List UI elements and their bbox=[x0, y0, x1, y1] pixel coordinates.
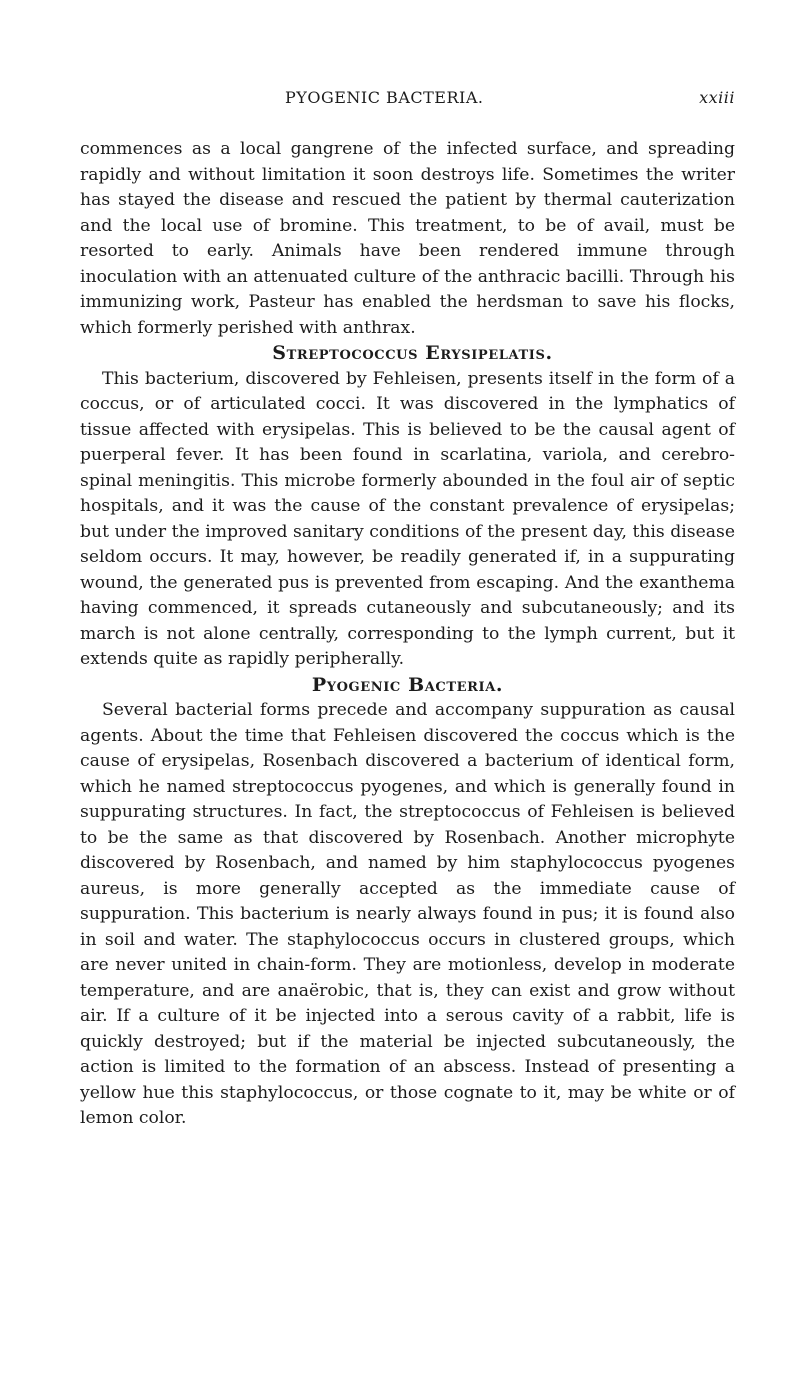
continuation-paragraph: commences as a local gangrene of the infected surface, and spreading rapidly and without limitation it soon destroys life. Sometimes the writer has stayed the disease and rescued the patient by thermal cauterization and the local use of bromine. This treatment, to be of avail, must be resorted to early. Animals have been rendered immune through inoculation with an attenuated culture of the anthracic bacilli. Through his immunizing work, Pasteur has enabled the herdsman to save his flocks, which formerly perished with anthrax. bbox=[80, 139, 735, 338]
running-head-title: PYOGENIC BACTERIA. bbox=[285, 88, 484, 107]
section-heading-streptococcus: Streptococcus Erysipelatis. bbox=[272, 342, 553, 364]
page-number: xxiii bbox=[699, 88, 735, 107]
section-heading-pyogenic-bacteria: Pyogenic Bacteria. bbox=[311, 673, 504, 696]
running-head bbox=[80, 88, 735, 112]
paragraph-pyogenic-bacteria: Several bacterial forms precede and accompany suppuration as causal agents. About the time that Fehleisen discovered the coccus which is the cause of erysipelas, Rosenbach discovered a bacterium of identical form, which he named streptococcus pyogenes, and which is generally found in suppurating structures. In fact, the streptococcus of Fehleisen is believed to be the same as that discovered by Rosenbach. Another microphyte discovered by Rosenbach, and named by him staphylococcus pyogenes aureus, is more generally accepted as the immediate cause of suppuration. This bacterium is nearly always found in pus; it is found also in soil and water. The staphylococcus occurs in clustered groups, which are never united in chain-form. They are motionless, develop in moderate temperature, and are anaërobic, that is, they can exist and grow without air. If a culture of it be injected into a serous cavity of a rabbit, life is quickly destroyed; but if the material be injected subcutaneously, the action is limited to the formation of an abscess. Instead of presenting a yellow hue this staphylococcus, or those cognate to it, may be white or of lemon color. bbox=[80, 700, 735, 1128]
page-body bbox=[80, 137, 735, 1132]
paragraph-streptococcus: This bacterium, discovered by Fehleisen, presents itself in the form of a coccus, or of articulated cocci. It was discovered in the lymphatics of tissue affected with erysipelas. This is believed to be the causal agent of puerperal fever. It has been found in scarlatina, variola, and cerebro-spinal meningitis. This microbe formerly abounded in the foul air of septic hospitals, and it was the cause of the constant prevalence of erysipelas; but under the improved sanitary conditions of the present day, this disease seldom occurs. It may, however, be readily generated if, in a suppurating wound, the generated pus is prevented from escaping. And the exanthema having commenced, it spreads cutaneously and subcutaneously; and its march is not alone centrally, corresponding to the lymph current, but it extends quite as rapidly peripherally. bbox=[80, 368, 735, 669]
